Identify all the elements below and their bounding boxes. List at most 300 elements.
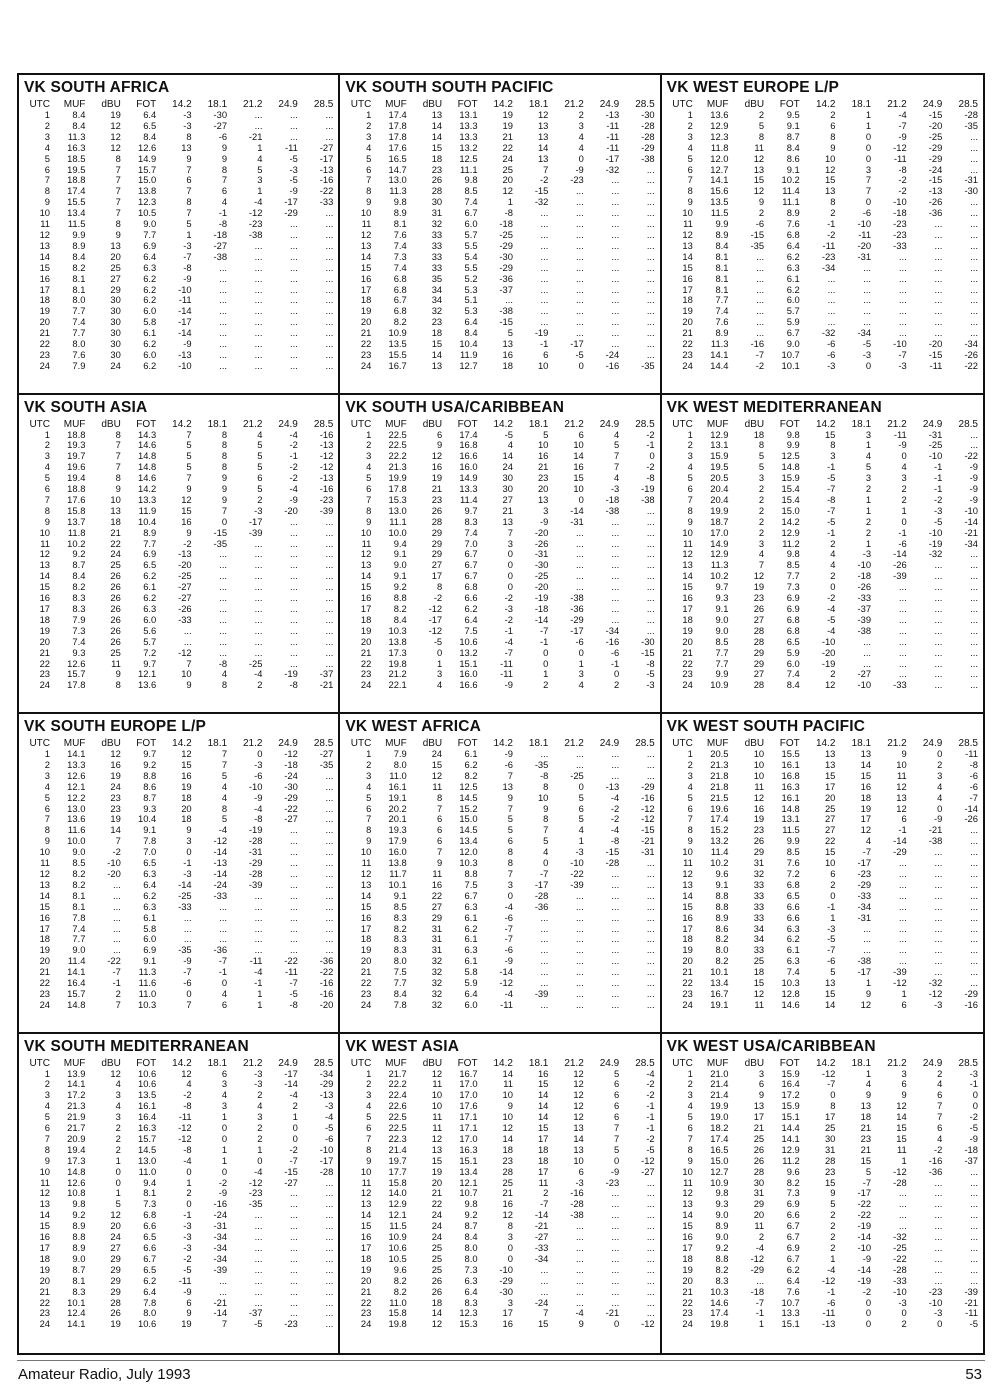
table-cell: 20.4 bbox=[710, 484, 729, 495]
table-cell: 29 bbox=[110, 284, 121, 295]
table-cell: 6 bbox=[366, 803, 372, 814]
table-cell: 8 bbox=[115, 680, 121, 691]
table-cell: 13 bbox=[824, 749, 836, 759]
table-cell: ... bbox=[325, 1188, 334, 1199]
column-header: 21.2 bbox=[564, 418, 584, 430]
table-cell: 1 bbox=[758, 1319, 765, 1330]
table-cell: 2 bbox=[865, 516, 872, 527]
table-cell: ... bbox=[863, 636, 872, 647]
table-cell: 34 bbox=[753, 934, 765, 945]
table-cell: 22 bbox=[39, 978, 51, 989]
table-cell: -17 bbox=[857, 858, 872, 869]
table-row bbox=[344, 1287, 655, 1298]
table-cell: 6 bbox=[186, 175, 192, 186]
table-cell: -7 bbox=[862, 1177, 872, 1188]
table-cell: ... bbox=[646, 1232, 655, 1243]
table-cell: 13 bbox=[860, 749, 872, 759]
table-cell: -33 bbox=[893, 1275, 907, 1286]
table-cell: ... bbox=[325, 934, 334, 945]
table-cell: 8 bbox=[687, 186, 693, 197]
table-cell: ... bbox=[325, 1297, 334, 1308]
table-cell: ... bbox=[611, 229, 620, 240]
table-cell: -39 bbox=[319, 505, 334, 516]
table-cell: -15 bbox=[641, 647, 655, 658]
table-cell: 16.4 bbox=[137, 1112, 157, 1123]
table-cell: -7 bbox=[183, 967, 192, 978]
table-cell: 25 bbox=[431, 1264, 443, 1275]
table-cell: 2 bbox=[830, 1243, 836, 1253]
table-row bbox=[344, 934, 655, 945]
column-header: dBU bbox=[101, 99, 121, 110]
table-cell: 15 bbox=[181, 759, 192, 770]
table-cell: -12 bbox=[641, 803, 655, 814]
table-cell: ... bbox=[290, 582, 298, 593]
table-cell: 17 bbox=[360, 604, 372, 614]
table-cell: -6 bbox=[969, 770, 978, 781]
table-cell: 8.2 bbox=[393, 1275, 407, 1286]
table-cell: 6.8 bbox=[786, 614, 800, 625]
table-cell: 21 bbox=[860, 1123, 872, 1134]
table-cell: 13 bbox=[682, 560, 693, 571]
table-cell: ... bbox=[113, 901, 121, 912]
table-cell: 8 bbox=[830, 197, 836, 208]
table-cell: 21.3 bbox=[67, 1101, 86, 1112]
table-cell: 19.5 bbox=[67, 164, 86, 175]
column-header: 21.2 bbox=[242, 99, 263, 110]
table-cell: 29 bbox=[431, 549, 443, 560]
table-cell: 17.6 bbox=[388, 142, 407, 153]
table-cell: ... bbox=[290, 219, 298, 230]
table-cell: 9.8 bbox=[393, 197, 407, 208]
table-cell: -14 bbox=[534, 614, 549, 625]
table-row bbox=[23, 1188, 334, 1199]
table-cell: 0 bbox=[937, 749, 943, 759]
table-cell: 15.8 bbox=[67, 505, 86, 516]
table-cell: -6 bbox=[504, 945, 513, 956]
table-cell: 10 bbox=[573, 440, 584, 451]
table-cell: -4 bbox=[254, 197, 263, 208]
table-cell: -7 bbox=[289, 1155, 298, 1166]
table-cell: ... bbox=[290, 538, 298, 549]
table-cell: -28 bbox=[641, 131, 655, 142]
table-cell: -5 bbox=[254, 1319, 263, 1330]
table-cell: 12 bbox=[573, 1090, 584, 1101]
table-cell: -28 bbox=[605, 858, 620, 869]
table-cell: -17 bbox=[319, 153, 334, 164]
table-cell: 6.3 bbox=[786, 956, 800, 967]
table-cell: 14.8 bbox=[137, 451, 157, 462]
table-cell: 8.4 bbox=[715, 240, 729, 251]
table-cell: -3 bbox=[254, 505, 263, 516]
table-cell: 20.5 bbox=[710, 473, 729, 484]
table-cell: 31 bbox=[824, 1144, 836, 1155]
table-cell: ... bbox=[254, 912, 263, 923]
table-cell: 6 bbox=[436, 836, 443, 847]
table-cell: ... bbox=[970, 273, 978, 284]
table-cell: 18 bbox=[39, 1253, 51, 1264]
table-cell: 16.0 bbox=[459, 462, 478, 473]
table-cell: 9.7 bbox=[143, 749, 157, 759]
table-cell: 17 bbox=[682, 1243, 693, 1253]
table-cell: -20 bbox=[319, 999, 334, 1010]
table-cell: 10.2 bbox=[710, 858, 729, 869]
table-row bbox=[23, 317, 334, 328]
column-header: 14.2 bbox=[815, 738, 836, 749]
table-cell: -3 bbox=[969, 1068, 978, 1079]
table-cell: 17 bbox=[360, 923, 372, 934]
table-cell: 6.0 bbox=[143, 349, 157, 360]
table-cell: -28 bbox=[319, 1166, 334, 1177]
table-cell: 5 bbox=[507, 825, 513, 836]
table-cell: -1 bbox=[646, 1123, 655, 1134]
table-cell: -5 bbox=[969, 1123, 978, 1134]
table-cell: 14.9 bbox=[459, 473, 478, 484]
table-cell: -18 bbox=[964, 1144, 978, 1155]
table-cell: -3 bbox=[183, 1243, 192, 1253]
table-cell: 6.2 bbox=[464, 923, 478, 934]
table-cell: 11 bbox=[432, 1112, 443, 1123]
table-row bbox=[23, 143, 334, 154]
table-cell: 8.2 bbox=[72, 868, 86, 879]
table-cell: ... bbox=[325, 360, 334, 371]
table-cell: 13 bbox=[431, 1144, 443, 1155]
table-cell: 0 bbox=[649, 451, 655, 462]
table-cell: 23 bbox=[360, 1308, 372, 1319]
table-cell: 13.6 bbox=[137, 680, 157, 691]
table-cell: -3 bbox=[575, 1177, 584, 1188]
table-cell: 20 bbox=[682, 317, 693, 328]
table-cell: 5 bbox=[44, 1112, 51, 1123]
prediction-table bbox=[666, 1058, 979, 1331]
column-header: dBU bbox=[101, 418, 121, 430]
table-cell: ... bbox=[254, 1221, 263, 1232]
table-cell: ... bbox=[611, 1286, 620, 1297]
column-header: UTC bbox=[350, 1057, 372, 1069]
table-cell: 5 bbox=[186, 462, 192, 473]
table-cell: 8.4 bbox=[72, 120, 86, 131]
table-cell: 8 bbox=[366, 1144, 372, 1155]
table-cell: -7 bbox=[504, 923, 513, 934]
table-cell: 8.0 bbox=[143, 1308, 157, 1319]
table-cell: ... bbox=[898, 273, 907, 284]
table-cell: ... bbox=[575, 1264, 584, 1275]
table-cell: 24 bbox=[110, 549, 121, 560]
table-cell: ... bbox=[934, 967, 943, 978]
table-cell: -3 bbox=[933, 999, 943, 1010]
table-cell: 9.0 bbox=[72, 847, 86, 858]
table-cell: 7 bbox=[44, 1133, 51, 1144]
table-cell: -2 bbox=[112, 847, 121, 858]
table-cell: 6.1 bbox=[464, 934, 478, 945]
table-cell: 34 bbox=[431, 295, 443, 306]
table-row bbox=[666, 517, 979, 528]
table-cell: ... bbox=[611, 317, 620, 328]
table-cell: 8 bbox=[687, 1144, 693, 1155]
table-cell: 11.2 bbox=[782, 1155, 800, 1166]
table-cell: ... bbox=[540, 273, 549, 284]
table-cell: 8.4 bbox=[72, 251, 86, 262]
table-cell: 7.6 bbox=[72, 349, 86, 360]
table-cell: -7 bbox=[183, 251, 192, 262]
table-cell: 22 bbox=[682, 658, 693, 669]
table-cell: 24 bbox=[110, 781, 121, 792]
table-row bbox=[666, 1188, 979, 1199]
table-cell: -20 bbox=[534, 582, 549, 593]
table-cell: -10 bbox=[107, 858, 121, 869]
table-cell: 6 bbox=[221, 186, 228, 197]
table-cell: 9.3 bbox=[715, 1199, 729, 1210]
table-cell: -32 bbox=[821, 328, 836, 339]
table-cell: 11.9 bbox=[138, 505, 157, 516]
table-cell: 18 bbox=[431, 1297, 443, 1308]
table-cell: 5 bbox=[366, 1112, 372, 1123]
table-cell: 32 bbox=[431, 219, 443, 230]
table-cell: ... bbox=[646, 273, 655, 284]
table-cell: 11 bbox=[111, 658, 121, 669]
table-cell: -18 bbox=[893, 208, 907, 219]
table-cell: 3 bbox=[758, 1068, 765, 1079]
table-cell: ... bbox=[540, 912, 549, 923]
table-cell: -3 bbox=[183, 240, 192, 251]
table-cell: -12 bbox=[178, 1123, 192, 1134]
table-cell: 8.2 bbox=[715, 934, 729, 945]
table-cell: 3 bbox=[44, 131, 51, 142]
table-cell: 10.1 bbox=[67, 1297, 86, 1308]
table-cell: -26 bbox=[964, 814, 978, 825]
table-row bbox=[666, 626, 979, 637]
table-cell: 13 bbox=[824, 759, 836, 770]
table-row bbox=[344, 1134, 655, 1145]
table-cell: 27 bbox=[502, 494, 513, 505]
table-row bbox=[666, 1112, 979, 1123]
table-cell: 11.6 bbox=[67, 825, 86, 836]
table-cell: 5 bbox=[221, 770, 228, 781]
table-cell: 13.0 bbox=[137, 1155, 157, 1166]
table-cell: 9.1 bbox=[786, 120, 800, 131]
table-cell: 10.4 bbox=[137, 516, 157, 527]
table-cell: 4 bbox=[221, 792, 228, 803]
table-cell: -14 bbox=[178, 879, 192, 890]
table-cell: 19.9 bbox=[710, 505, 729, 516]
table-cell: ... bbox=[254, 251, 263, 262]
table-cell: ... bbox=[646, 912, 655, 923]
table-cell: ... bbox=[325, 317, 334, 328]
table-row bbox=[344, 913, 655, 924]
table-row bbox=[344, 528, 655, 539]
table-cell: 8.8 bbox=[715, 890, 729, 901]
table-cell: 28 bbox=[110, 1297, 121, 1308]
table-cell: 1 bbox=[366, 429, 372, 440]
table-cell: ... bbox=[254, 295, 263, 306]
table-cell: -6 bbox=[755, 219, 765, 230]
table-cell: ... bbox=[325, 1275, 334, 1286]
table-cell: ... bbox=[970, 1275, 978, 1286]
table-row bbox=[23, 110, 334, 121]
table-cell: 7.6 bbox=[715, 317, 729, 328]
table-cell: ... bbox=[611, 999, 620, 1010]
table-cell: ... bbox=[575, 240, 584, 251]
table-cell: ... bbox=[325, 604, 334, 614]
table-cell: 17 bbox=[39, 923, 51, 934]
table-row bbox=[344, 175, 655, 186]
table-cell: ... bbox=[219, 625, 228, 636]
table-row bbox=[344, 626, 655, 637]
table-cell: -7 bbox=[827, 1079, 836, 1090]
table-cell: 15 bbox=[39, 582, 51, 593]
table-cell: -38 bbox=[570, 1210, 584, 1221]
table-cell: ... bbox=[575, 978, 584, 989]
table-cell: ... bbox=[575, 186, 584, 197]
table-cell: 8.8 bbox=[393, 593, 407, 604]
table-cell: -30 bbox=[499, 1286, 513, 1297]
table-cell: -3 bbox=[575, 847, 584, 858]
table-cell: 23 bbox=[110, 803, 121, 814]
table-cell: 8.4 bbox=[143, 131, 157, 142]
table-cell: 6.7 bbox=[786, 1221, 800, 1232]
column-header: 28.5 bbox=[958, 99, 978, 110]
table-row bbox=[23, 154, 334, 165]
table-cell: 6.9 bbox=[143, 549, 157, 560]
column-header: dBU bbox=[422, 99, 443, 110]
table-cell: 19 bbox=[110, 814, 121, 825]
table-cell: -37 bbox=[499, 284, 513, 295]
table-cell: 23 bbox=[753, 593, 765, 604]
table-cell: -23 bbox=[284, 1319, 298, 1330]
table-cell: 5 bbox=[507, 328, 513, 339]
table-cell: 23 bbox=[39, 988, 51, 999]
table-cell: ... bbox=[254, 945, 263, 956]
table-cell: -11 bbox=[500, 999, 513, 1010]
table-cell: 24 bbox=[360, 999, 372, 1010]
table-cell: 13.1 bbox=[781, 814, 800, 825]
table-cell: 19 bbox=[502, 120, 513, 131]
table-cell: 14.1 bbox=[67, 1319, 86, 1330]
table-cell: 9.1 bbox=[715, 604, 729, 614]
table-cell: ... bbox=[575, 273, 584, 284]
table-cell: 15.2 bbox=[710, 825, 729, 836]
table-cell: 22.5 bbox=[388, 1112, 407, 1123]
table-cell: -34 bbox=[857, 901, 872, 912]
table-cell: 4 bbox=[366, 462, 372, 473]
table-cell: -22 bbox=[893, 1253, 907, 1264]
table-cell: 4 bbox=[613, 429, 620, 440]
table-cell: ... bbox=[970, 978, 978, 989]
table-cell: 16 bbox=[431, 879, 443, 890]
table-cell: 15.0 bbox=[137, 175, 157, 186]
table-cell: 13 bbox=[573, 1123, 584, 1134]
table-row bbox=[344, 263, 655, 274]
column-header: FOT bbox=[457, 1057, 478, 1069]
table-cell: 19.8 bbox=[710, 1319, 729, 1330]
table-cell: ... bbox=[290, 251, 298, 262]
table-cell: 6 bbox=[44, 1123, 51, 1134]
table-cell: 4 bbox=[687, 1101, 693, 1112]
table-cell: 14.8 bbox=[781, 462, 800, 473]
table-cell: 20 bbox=[502, 175, 513, 186]
table-cell: 9 bbox=[687, 1155, 693, 1166]
table-cell: ... bbox=[970, 571, 978, 582]
table-cell: -38 bbox=[857, 625, 872, 636]
table-cell: -18 bbox=[499, 219, 513, 230]
column-header: UTC bbox=[672, 418, 693, 430]
table-cell: 1 bbox=[221, 1112, 228, 1123]
table-cell: -25 bbox=[570, 770, 584, 781]
table-cell: 23 bbox=[860, 1133, 872, 1144]
table-row bbox=[344, 339, 655, 350]
panel-title: VK WEST ASIA bbox=[345, 1037, 460, 1055]
table-cell: 6.4 bbox=[464, 988, 478, 999]
table-cell: 10.7 bbox=[781, 1297, 800, 1308]
table-cell: 7.0 bbox=[143, 847, 157, 858]
table-cell: 24 bbox=[682, 360, 693, 371]
table-row bbox=[666, 121, 979, 132]
table-cell: 7.5 bbox=[464, 625, 478, 636]
table-cell: -17 bbox=[428, 614, 443, 625]
table-row bbox=[666, 263, 979, 274]
table-cell: 7.3 bbox=[72, 625, 86, 636]
table-cell: 8.3 bbox=[393, 934, 407, 945]
table-cell: -2 bbox=[289, 462, 298, 473]
table-cell: 9.7 bbox=[464, 505, 478, 516]
table-cell: -34 bbox=[213, 1253, 228, 1264]
table-cell: 11 bbox=[683, 858, 693, 869]
table-cell: 10 bbox=[39, 208, 51, 219]
table-cell: 19.4 bbox=[67, 473, 86, 484]
table-row bbox=[23, 263, 334, 274]
table-cell: ... bbox=[646, 890, 655, 901]
table-cell: 26 bbox=[110, 625, 121, 636]
table-cell: 16 bbox=[753, 803, 765, 814]
table-cell: ... bbox=[325, 582, 334, 593]
table-cell: -34 bbox=[964, 339, 978, 350]
table-cell: -37 bbox=[857, 604, 872, 614]
table-cell: 9 bbox=[186, 153, 192, 164]
table-cell: ... bbox=[970, 614, 978, 625]
table-cell: ... bbox=[254, 1210, 263, 1221]
table-cell: -11 bbox=[893, 153, 907, 164]
table-cell: 6.2 bbox=[143, 295, 157, 306]
table-cell: 14.1 bbox=[67, 749, 86, 759]
table-cell: -12 bbox=[641, 1155, 655, 1166]
table-cell: 7 bbox=[543, 164, 549, 175]
table-cell: 13 bbox=[431, 110, 443, 120]
table-cell: ... bbox=[575, 988, 584, 999]
table-cell: 6.8 bbox=[393, 284, 407, 295]
table-cell: ... bbox=[290, 923, 298, 934]
table-cell: 1 bbox=[44, 110, 51, 120]
table-cell: ... bbox=[290, 1308, 298, 1319]
table-cell: 7 bbox=[44, 175, 51, 186]
footer-rule bbox=[17, 1360, 985, 1361]
table-cell: ... bbox=[611, 1232, 620, 1243]
table-cell: 27 bbox=[753, 614, 765, 625]
table-row bbox=[23, 1319, 334, 1330]
table-cell: ... bbox=[325, 262, 334, 273]
table-row bbox=[23, 484, 334, 495]
table-cell: 14.6 bbox=[137, 473, 157, 484]
table-cell: ... bbox=[970, 669, 978, 680]
table-cell: -25 bbox=[928, 440, 943, 451]
table-cell: ... bbox=[646, 1221, 655, 1232]
table-cell: 5 bbox=[758, 120, 765, 131]
table-cell: ... bbox=[290, 1297, 298, 1308]
table-cell: -36 bbox=[319, 956, 334, 967]
prediction-panel bbox=[662, 714, 983, 1034]
table-cell: 6.5 bbox=[786, 636, 800, 647]
table-cell: -5 bbox=[862, 339, 872, 350]
table-cell: 10 bbox=[824, 153, 836, 164]
table-cell: 9 bbox=[186, 527, 192, 538]
